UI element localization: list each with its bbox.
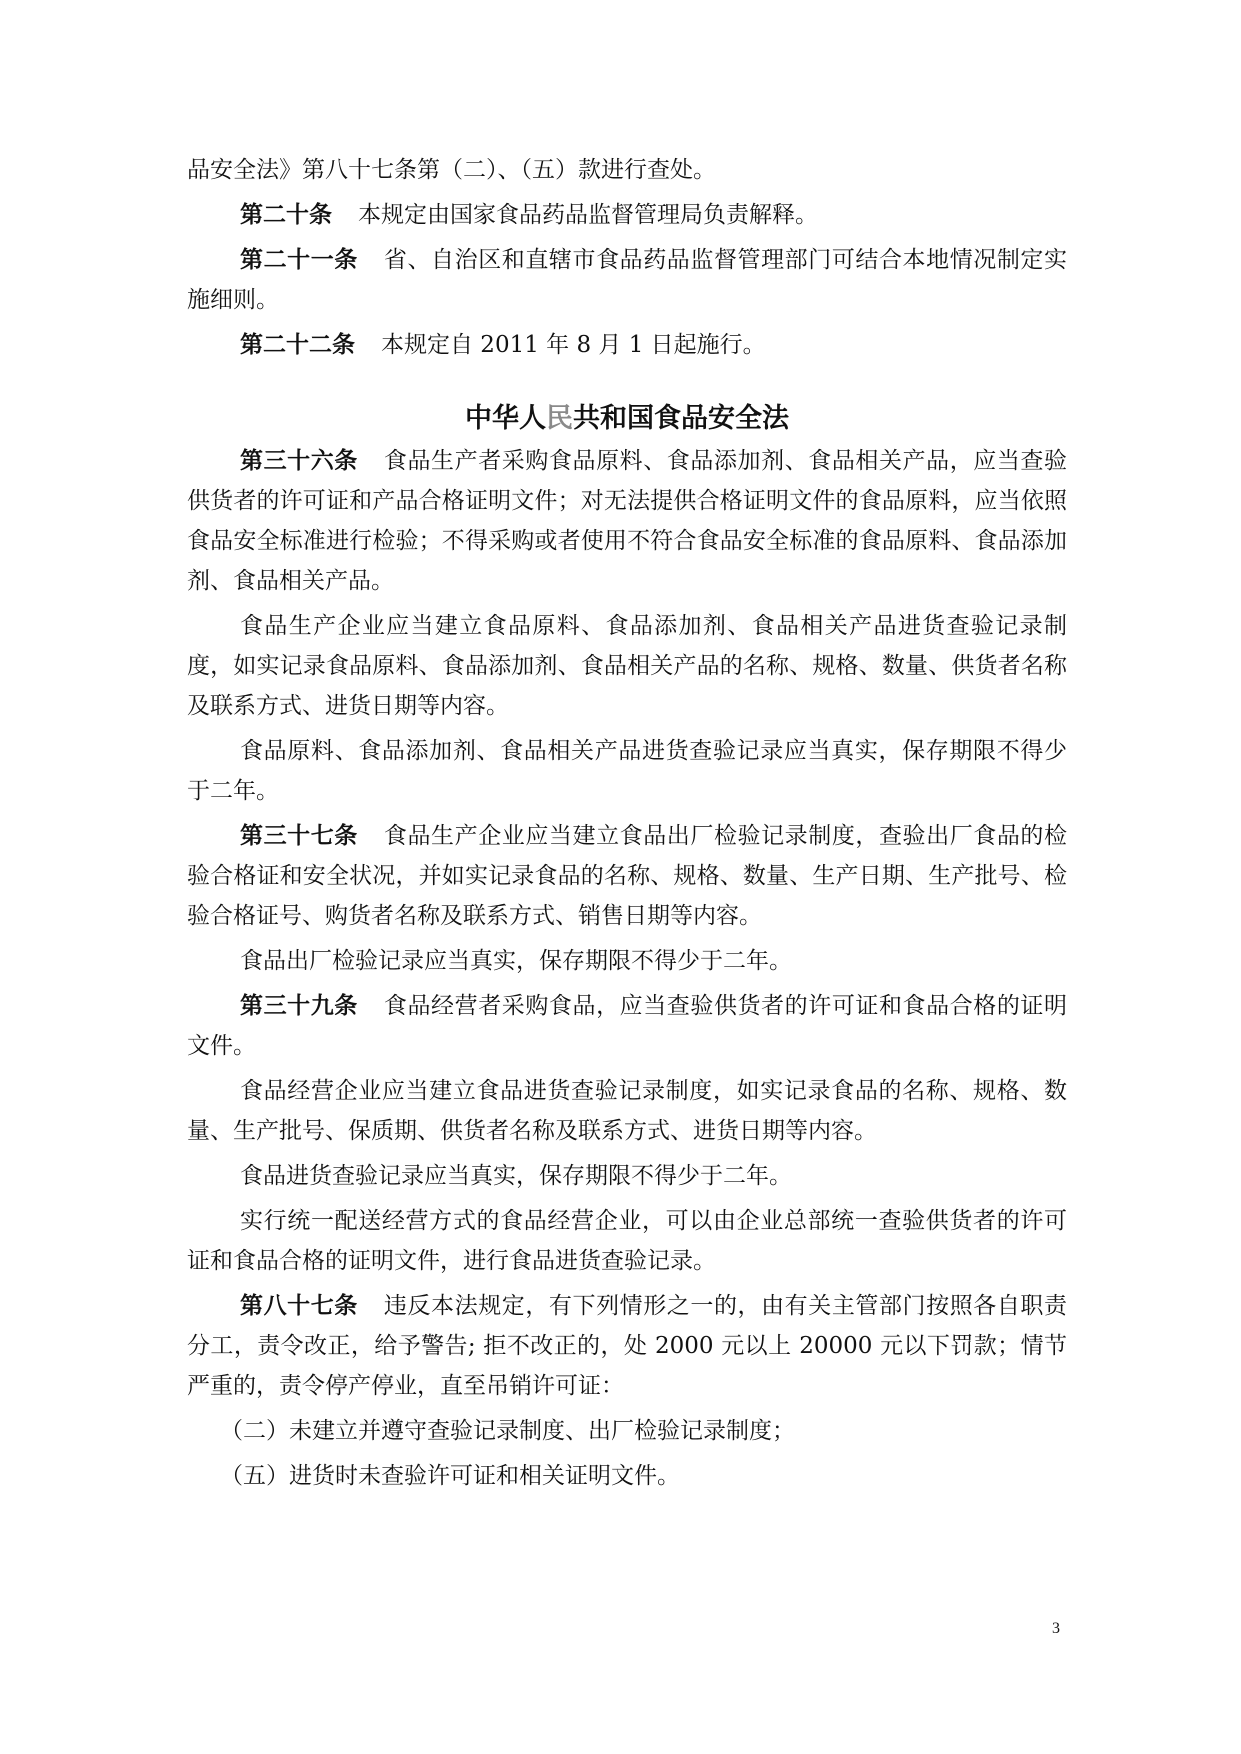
article-36-text: 食品生产者采购食品原料、食品添加剂、食品相关产品，应当查验供货者的许可证和产品合格证明文件；对无法提供合格证明文件的食品原料，应当依照食品安全标准进行检验；不得采购或者使用不符合食品安全标准的食品原料、食品添加剂、食品相关产品。 <box>187 448 1068 594</box>
article-37-paragraph-2: 食品出厂检验记录应当真实，保存期限不得少于二年。 <box>240 948 792 974</box>
article-21-label: 第二十一条 <box>240 247 358 273</box>
article-20 <box>187 195 1067 235</box>
article-36-label: 第三十六条 <box>240 448 358 474</box>
law-title <box>187 397 1067 441</box>
article-37 <box>187 816 1067 936</box>
article-20-text: 本规定由国家食品药品监督管理局负责解释。 <box>358 202 818 228</box>
article-36 <box>187 441 1067 601</box>
article-87-text: 违反本法规定，有下列情形之一的，由有关主管部门按照各自职责分工，责令改正，给予警告; 拒不改正的，处 2000 元以上 20000 元以下罚款；情节严重的，责令停产停业，直至吊销许可证： <box>187 1293 1068 1399</box>
article-37-label: 第三十七条 <box>240 823 358 849</box>
article-39-paragraph-4: 实行统一配送经营方式的食品经营企业，可以由企业总部统一查验供货者的许可证和食品合格的证明文件，进行食品进货查验记录。 <box>187 1208 1067 1274</box>
article-36-paragraph-2: 食品生产企业应当建立食品原料、食品添加剂、食品相关产品进货查验记录制度，如实记录食品原料、食品添加剂、食品相关产品的名称、规格、数量、供货者名称及联系方式、进货日期等内容。 <box>187 613 1067 719</box>
article-21-text: 省、自治区和直辖市食品药品监督管理部门可结合本地情况制定实施细则。 <box>187 247 1068 313</box>
article-22 <box>187 325 1067 365</box>
article-21 <box>187 240 1067 320</box>
document-body <box>187 150 1067 1501</box>
article-37-text: 食品生产企业应当建立食品出厂检验记录制度，查验出厂食品的检验合格证和安全状况，并如实记录食品的名称、规格、数量、生产日期、生产批号、检验合格证号、购货者名称及联系方式、销售日期等内容。 <box>187 823 1068 929</box>
article-39-paragraph-3: 食品进货查验记录应当真实，保存期限不得少于二年。 <box>240 1163 792 1189</box>
article-39 <box>187 986 1067 1066</box>
article-36-paragraph-3: 食品原料、食品添加剂、食品相关产品进货查验记录应当真实，保存期限不得少于二年。 <box>187 738 1067 804</box>
article-39-paragraph-2: 食品经营企业应当建立食品进货查验记录制度，如实记录食品的名称、规格、数量、生产批号、保质期、供货者名称及联系方式、进货日期等内容。 <box>187 1078 1067 1144</box>
article-20-label: 第二十条 <box>240 202 332 228</box>
law-title-part3: 共和国食品安全法 <box>573 403 789 434</box>
article-87-item-5: （五）进货时未查验许可证和相关证明文件。 <box>220 1463 680 1489</box>
law-title-part2: 民 <box>546 403 573 434</box>
page-number: 3 <box>1052 1620 1060 1637</box>
law-title-part1: 中华人 <box>465 403 546 434</box>
article-39-label: 第三十九条 <box>240 993 358 1019</box>
article-22-label: 第二十二条 <box>240 332 355 358</box>
article-87-item-2: （二）未建立并遵守查验记录制度、出厂检验记录制度； <box>220 1418 795 1444</box>
intro-continuation: 品安全法》第八十七条第（二）、（五）款进行查处。 <box>187 157 716 183</box>
article-39-text: 食品经营者采购食品，应当查验供货者的许可证和食品合格的证明文件。 <box>187 993 1068 1059</box>
article-22-text: 本规定自 2011 年 8 月 1 日起施行。 <box>381 332 766 358</box>
article-87-label: 第八十七条 <box>240 1293 358 1319</box>
article-87 <box>187 1286 1067 1406</box>
